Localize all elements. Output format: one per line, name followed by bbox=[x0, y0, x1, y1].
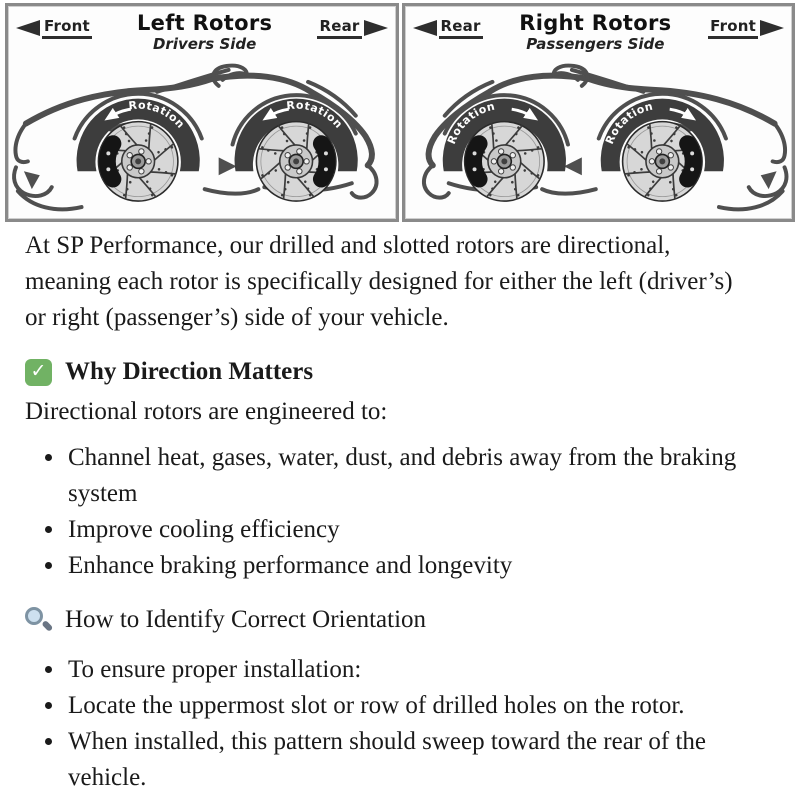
arrow-right-icon bbox=[760, 20, 784, 36]
check-mark-icon bbox=[25, 359, 52, 386]
section-heading-identify-orientation bbox=[25, 602, 748, 638]
section-heading-text: How to Identify Correct Orientation bbox=[65, 606, 427, 633]
magnifier-lens bbox=[25, 607, 43, 625]
rear-direction-indicator bbox=[413, 17, 483, 39]
rotation-label: Rotation bbox=[444, 99, 497, 147]
front-direction-indicator bbox=[708, 17, 784, 39]
magnifying-glass-icon bbox=[25, 607, 52, 634]
right-panel-titles bbox=[483, 11, 709, 53]
list-item: • When installed, this pattern should sweep toward the rear of the vehicle. bbox=[66, 724, 748, 796]
panel-title: Right Rotors bbox=[519, 11, 672, 35]
list-item: • Improve cooling efficiency bbox=[66, 512, 748, 548]
arrow-left-icon bbox=[413, 20, 437, 36]
lead-paragraph: Directional rotors are engineered to: bbox=[25, 398, 388, 425]
direction-label: Rear bbox=[439, 17, 483, 39]
check-glyph: ✓ bbox=[30, 359, 47, 382]
section-heading-text: Why Direction Matters bbox=[65, 358, 314, 385]
rotation-label: Rotation bbox=[602, 99, 655, 147]
front-direction-indicator bbox=[16, 17, 92, 39]
arrow-right-icon bbox=[364, 20, 388, 36]
orientation-list bbox=[25, 652, 748, 796]
direction-label: Rear bbox=[317, 17, 361, 39]
arrow-left-icon bbox=[16, 20, 40, 36]
benefits-list bbox=[25, 440, 748, 584]
rear-direction-indicator bbox=[317, 17, 387, 39]
list-item: • Locate the uppermost slot or row of drilled holes on the rotor. bbox=[66, 688, 748, 724]
direction-label: Front bbox=[708, 17, 758, 39]
list-item: • Enhance braking performance and longevity bbox=[66, 548, 748, 584]
rotation-label: Rotation bbox=[285, 98, 346, 132]
magnifier-handle bbox=[42, 619, 54, 631]
article-body bbox=[0, 222, 800, 806]
section-heading-why-direction-matters bbox=[25, 354, 748, 390]
rotor-direction-diagram bbox=[0, 0, 800, 222]
left-panel-titles bbox=[92, 11, 318, 53]
direction-label: Front bbox=[42, 17, 92, 39]
list-item: • To ensure proper installation: bbox=[66, 652, 748, 688]
right-panel-header bbox=[413, 11, 785, 53]
left-rotors-panel bbox=[5, 3, 399, 222]
left-panel-header bbox=[16, 11, 388, 53]
panel-subtitle: Drivers Side bbox=[152, 35, 257, 53]
left-car-illustration bbox=[8, 59, 396, 217]
rotation-label: Rotation bbox=[127, 98, 188, 132]
panel-title: Left Rotors bbox=[136, 11, 273, 35]
list-item: • Channel heat, gases, water, dust, and debris away from the braking system bbox=[66, 440, 748, 512]
intro-paragraph: At SP Performance, our drilled and slotted rotors are directional, meaning each rotor is specifically designed for either the left (driver’s) or right (passenger’s) side of your vehicle. bbox=[25, 232, 733, 331]
right-rotors-panel bbox=[402, 3, 796, 222]
panel-subtitle: Passengers Side bbox=[526, 35, 665, 53]
right-car-illustration bbox=[405, 59, 793, 217]
